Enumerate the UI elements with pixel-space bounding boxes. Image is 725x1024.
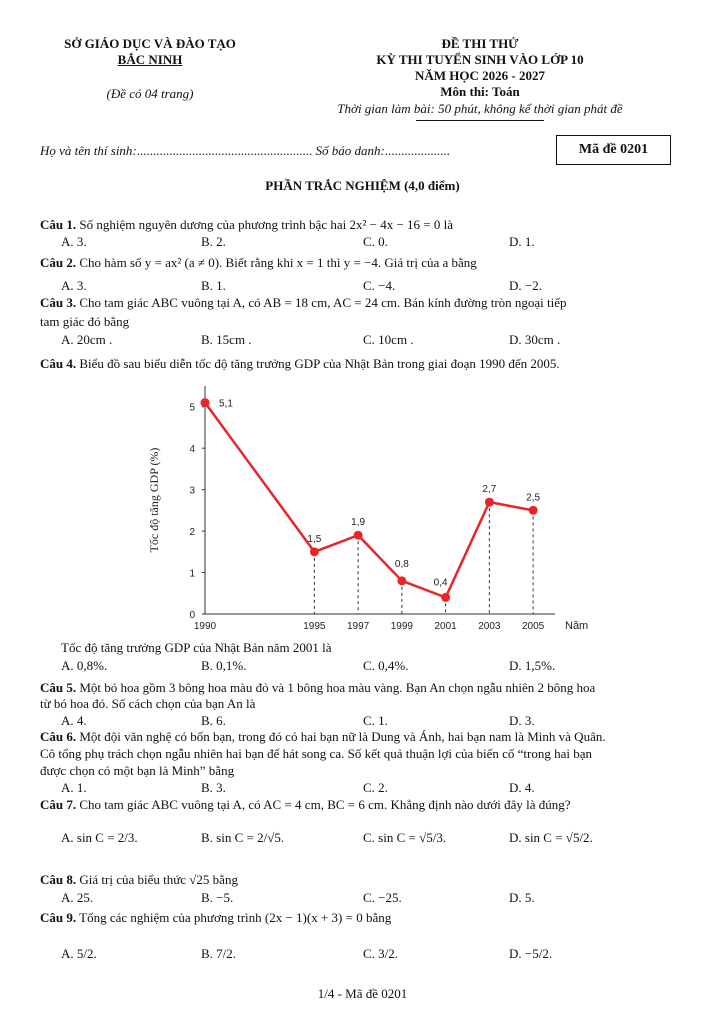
option-b[interactable]: B. sin C = 2/√5. — [201, 830, 285, 845]
question-4 — [40, 356, 685, 372]
x-tick-label: 1997 — [347, 621, 370, 632]
x-tick-label: 2005 — [522, 621, 545, 632]
question-4-prompt: Tốc độ tăng trưởng GDP của Nhật Bản năm 2001 là — [61, 640, 332, 655]
question-6-cont2: được chọn có một bạn là Minh” bằng — [40, 763, 235, 778]
option-b[interactable]: B. 3. — [201, 780, 226, 795]
question-text: Một đội văn nghệ có bốn bạn, trong đó có hai bạn nữ là Dung và Ánh, hai bạn nam là Minh và Quân. — [79, 729, 606, 744]
data-point — [441, 593, 450, 602]
y-tick-label: 0 — [189, 610, 195, 621]
y-axis-label: Tốc độ tăng GDP (%) — [147, 447, 161, 553]
header-divider — [416, 120, 544, 121]
option-a[interactable]: A. 4. — [61, 713, 87, 728]
question-text: Biểu đồ sau biểu diễn tốc độ tăng trưởng GDP của Nhật Bản trong giai đoạn 1990 đến 2005. — [79, 356, 560, 371]
question-label: Câu 9. — [40, 910, 77, 925]
section-title: PHẦN TRẮC NGHIỆM (4,0 điểm) — [265, 178, 460, 193]
option-c[interactable]: C. 3/2. — [363, 946, 399, 961]
option-a[interactable]: A. 3. — [61, 278, 87, 293]
data-point — [354, 531, 363, 540]
school-year: NĂM HỌC 2026 - 2027 — [415, 68, 545, 83]
option-b[interactable]: B. 15cm . — [201, 332, 252, 347]
province-name: BẮC NINH — [117, 52, 183, 67]
question-9 — [40, 910, 685, 926]
option-a[interactable]: A. 0,8%. — [61, 658, 108, 673]
option-c[interactable]: C. −25. — [363, 890, 402, 905]
question-8-options — [61, 890, 681, 906]
option-d[interactable]: D. 4. — [509, 780, 535, 795]
name-label: Họ và tên thí sinh: — [40, 143, 137, 158]
option-a[interactable]: A. 1. — [61, 780, 87, 795]
option-c[interactable]: C. 2. — [363, 780, 388, 795]
question-text: Số nghiệm nguyên dương của phương trình bậc hai 2x² − 4x − 16 = 0 là — [79, 217, 453, 232]
question-label: Câu 1. — [40, 217, 77, 232]
option-b[interactable]: B. 0,1%. — [201, 658, 247, 673]
y-tick-label: 3 — [189, 485, 195, 497]
question-6-cont: Cô tổng phụ trách chọn ngẫu nhiên hai bạn để hát song ca. Số kết quả thuận lợi của biến cố “trong hai bạn — [40, 746, 593, 761]
data-label: 5,1 — [219, 398, 233, 410]
y-tick-label: 5 — [189, 402, 195, 414]
option-b[interactable]: B. 1. — [201, 278, 226, 293]
data-point — [310, 547, 319, 556]
option-c[interactable]: C. 1. — [363, 713, 388, 728]
question-label: Câu 3. — [40, 295, 77, 310]
option-d[interactable]: D. 1. — [509, 234, 535, 249]
option-b[interactable]: B. −5. — [201, 890, 234, 905]
option-d[interactable]: D. sin C = √5/2. — [509, 830, 593, 845]
data-point — [397, 576, 406, 585]
exam-type: ĐỀ THI THỬ — [441, 36, 519, 51]
data-point — [485, 498, 494, 507]
department-name: SỞ GIÁO DỤC VÀ ĐÀO TẠO — [64, 36, 236, 51]
data-label: 1,9 — [351, 517, 366, 529]
data-label: 2,5 — [526, 492, 541, 504]
data-label: 1,5 — [307, 533, 322, 545]
subject: Môn thi: Toán — [440, 84, 520, 99]
option-d[interactable]: D. 3. — [509, 713, 535, 728]
question-2 — [40, 255, 685, 271]
x-tick-label: 1995 — [303, 621, 326, 632]
question-text: Cho tam giác ABC vuông tại A, có AB = 18 cm, AC = 24 cm. Bán kính đường tròn ngoại tiếp — [79, 295, 567, 310]
question-text: Tổng các nghiệm của phương trình (2x − 1)(x + 3) = 0 bằng — [79, 910, 392, 925]
y-tick-label: 4 — [189, 444, 195, 456]
option-d[interactable]: D. 5. — [509, 890, 535, 905]
x-tick-label: 1999 — [390, 621, 413, 632]
question-7-options — [61, 830, 681, 846]
question-5-cont: từ bó hoa đó. Số cách chọn của bạn An là — [40, 696, 256, 711]
option-a[interactable]: A. 20cm . — [61, 332, 113, 347]
question-7 — [40, 797, 685, 813]
question-4-options — [61, 658, 681, 674]
option-a[interactable]: A. 3. — [61, 234, 87, 249]
y-tick-label: 1 — [189, 568, 195, 580]
question-6 — [40, 729, 685, 745]
question-8 — [40, 872, 685, 888]
y-tick-label: 2 — [189, 527, 195, 539]
data-label: 0,8 — [394, 558, 409, 570]
question-1-options — [61, 234, 681, 250]
question-label: Câu 7. — [40, 797, 77, 812]
x-axis-label: Năm — [565, 620, 589, 632]
question-6-options — [61, 780, 681, 796]
option-c[interactable]: C. 0,4%. — [363, 658, 409, 673]
option-b[interactable]: B. 6. — [201, 713, 226, 728]
question-1 — [40, 217, 685, 233]
option-a[interactable]: A. 25. — [61, 890, 94, 905]
id-field[interactable]: .................... — [384, 143, 450, 158]
data-point — [201, 398, 210, 407]
option-a[interactable]: A. 5/2. — [61, 946, 97, 961]
question-text: Cho hàm số y = ax² (a ≠ 0). Biết rằng khi x = 1 thì y = −4. Giá trị của a bằng — [79, 255, 477, 270]
gdp-line-chart — [140, 378, 600, 636]
question-3-options — [61, 332, 681, 348]
candidate-info — [40, 143, 450, 159]
question-text: Giá trị của biểu thức √25 bằng — [79, 872, 238, 887]
data-label: 0,4 — [433, 577, 448, 589]
x-tick-label: 2003 — [478, 621, 501, 632]
option-b[interactable]: B. 7/2. — [201, 946, 237, 961]
question-label: Câu 6. — [40, 729, 77, 744]
gdp-series-line — [205, 403, 533, 598]
page-count-note: (Đề có 04 trang) — [106, 86, 194, 101]
option-d[interactable]: D. 1,5%. — [509, 658, 556, 673]
option-b[interactable]: B. 2. — [201, 234, 226, 249]
id-label: Số báo danh: — [315, 143, 385, 158]
time-allowed: Thời gian làm bài: 50 phút, không kể thời gian phát đề — [337, 101, 623, 116]
option-d[interactable]: D. −5/2. — [509, 946, 553, 961]
question-3 — [40, 295, 685, 311]
page-footer: 1/4 - Mã đề 0201 — [317, 986, 408, 1001]
option-a[interactable]: A. sin C = 2/3. — [61, 830, 138, 845]
question-text: Cho tam giác ABC vuông tại A, có AC = 4 cm, BC = 6 cm. Khẳng định nào dưới đây là đúng? — [79, 797, 571, 812]
x-tick-label: 1990 — [193, 621, 217, 632]
question-2-options — [61, 278, 681, 294]
option-d[interactable]: D. 30cm . — [509, 332, 561, 347]
question-9-options — [61, 946, 681, 962]
question-label: Câu 5. — [40, 680, 77, 695]
data-point — [529, 506, 538, 515]
data-label: 2,7 — [482, 484, 497, 496]
exam-name: KỲ THI TUYỂN SINH VÀO LỚP 10 — [376, 52, 584, 67]
question-text: Một bó hoa gồm 3 bông hoa màu đỏ và 1 bông hoa màu vàng. Bạn An chọn ngẫu nhiên 2 bông hoa — [79, 680, 596, 695]
exam-code-box: Mã đề 0201 — [556, 135, 671, 165]
question-label: Câu 2. — [40, 255, 77, 270]
name-field[interactable]: ...................................................... — [136, 143, 313, 158]
option-c[interactable]: C. 0. — [363, 234, 388, 249]
x-tick-label: 2001 — [434, 621, 457, 632]
option-d[interactable]: D. −2. — [509, 278, 542, 293]
question-5 — [40, 680, 685, 696]
option-c[interactable]: C. −4. — [363, 278, 396, 293]
option-c[interactable]: C. 10cm . — [363, 332, 414, 347]
question-label: Câu 4. — [40, 356, 77, 371]
question-5-options — [61, 713, 681, 729]
question-label: Câu 8. — [40, 872, 77, 887]
question-3-cont: tam giác đó bằng — [40, 314, 130, 329]
option-c[interactable]: C. sin C = √5/3. — [363, 830, 447, 845]
